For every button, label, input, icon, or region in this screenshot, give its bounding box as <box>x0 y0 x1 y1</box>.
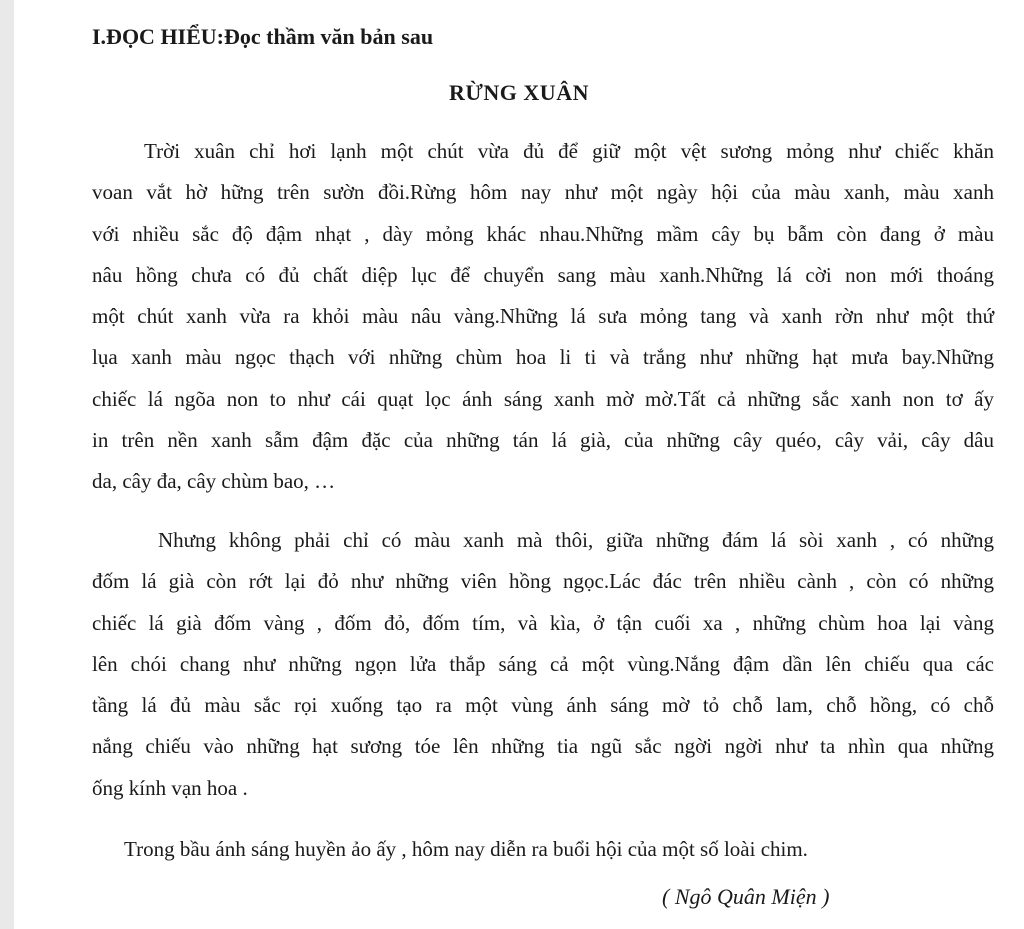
text-line: đốm lá già còn rớt lại đỏ như những viên hồng ngọc.Lác đác trên nhiều cành , còn có những <box>92 569 994 594</box>
text-line: da, cây đa, cây chùm bao, … <box>92 469 336 494</box>
document-page <box>14 0 1024 929</box>
text-line: một chút xanh vừa ra khỏi màu nâu vàng.Những lá sưa mỏng tang và xanh rờn như một thứ <box>92 304 994 329</box>
text-line: Trong bầu ánh sáng huyền ảo ấy , hôm nay diễn ra buổi hội của một số loài chim. <box>124 837 808 861</box>
text-line: lên chói chang như những ngọn lửa thắp sáng cả một vùng.Nắng đậm dần lên chiếu qua các <box>92 651 994 676</box>
text-line: với nhiều sắc độ đậm nhạt , dày mỏng khác nhau.Những mầm cây bụ bẫm còn đang ở màu <box>92 221 994 246</box>
author-credit: ( Ngô Quân Miện ) <box>662 884 830 909</box>
text-line: nắng chiếu vào những hạt sương tóe lên những tia ngũ sắc ngời ngời như ta nhìn qua những <box>92 734 994 759</box>
text-line: voan vắt hờ hững trên sườn đồi.Rừng hôm nay như một ngày hội của màu xanh, màu xanh <box>92 180 994 205</box>
text-line: Trời xuân chỉ hơi lạnh một chút vừa đủ để giữ một vệt sương mỏng như chiếc khăn <box>144 139 994 163</box>
section-heading: I.ĐỌC HIỂU:Đọc thầm văn bản sau <box>92 24 434 49</box>
paragraph-2 <box>92 520 994 809</box>
paragraph-1 <box>92 131 994 503</box>
text-line: Nhưng không phải chỉ có màu xanh mà thôi, giữa những đám lá sòi xanh , có những <box>158 528 994 552</box>
text-line: lụa xanh màu ngọc thạch với những chùm hoa li ti và trắng như những hạt mưa bay.Những <box>92 345 994 370</box>
text-line: tầng lá đủ màu sắc rọi xuống tạo ra một vùng ánh sáng mờ tỏ chỗ lam, chỗ hồng, có chỗ <box>92 693 994 718</box>
text-line: in trên nền xanh sẫm đậm đặc của những tán lá già, của những cây quéo, cây vải, cây dâu <box>92 428 994 453</box>
paragraph-3 <box>92 829 994 870</box>
text-line: chiếc lá già đốm vàng , đốm đỏ, đốm tím, và kìa, ở tận cuối xa , những chùm hoa lại vàng <box>92 610 994 635</box>
text-line: nâu hồng chưa có đủ chất diệp lục để chuyển sang màu xanh.Những lá cời non mới thoáng <box>92 262 994 287</box>
text-line: ống kính vạn hoa . <box>92 775 248 800</box>
text-line: chiếc lá ngõa non to như cái quạt lọc ánh sáng xanh mờ mờ.Tất cả những sắc xanh non tơ ấy <box>92 386 994 411</box>
text-title: RỪNG XUÂN <box>449 80 589 105</box>
